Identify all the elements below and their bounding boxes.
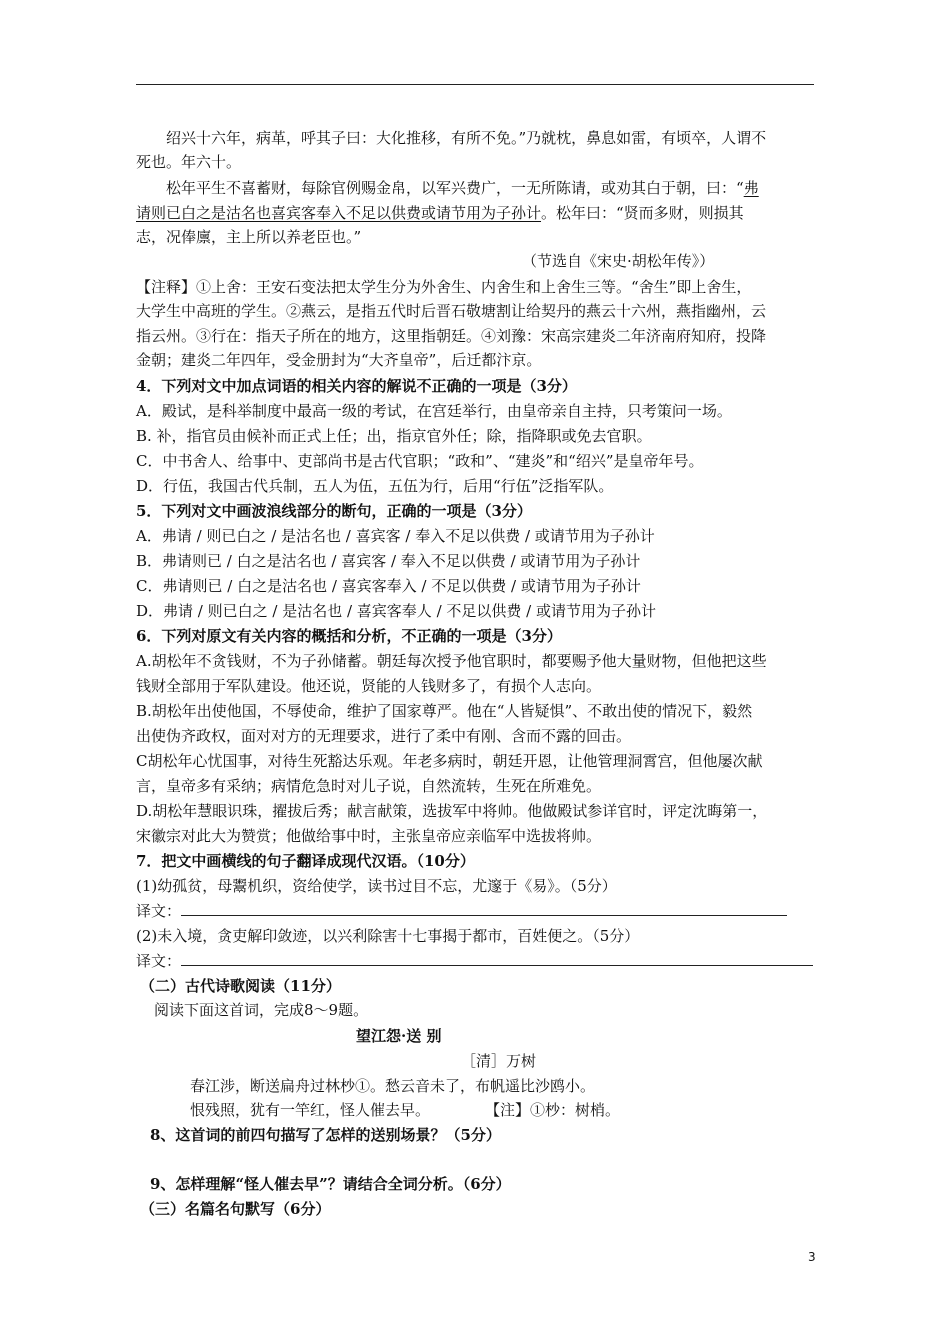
q6-option-b-line: 出使伪齐政权，面对对方的无理要求，进行了柔中有刚、含而不露的回击。 [136,727,632,745]
question-8: 8、这首词的前四句描写了怎样的送别场景？（5分） [150,1126,501,1144]
answer-blank[interactable] [181,901,787,916]
passage-line: 志，况俸廪，主上所以养老臣也。” [136,228,362,246]
q5-option-b: B．弗请则已 / 白之是沽名也 / 喜宾客 / 奉入不足以供费 / 或请节用为子孙计 [136,552,641,570]
notes-line: 大学生中高班的学生。②燕云，是指五代时后晋石敬塘割让给契丹的燕云十六州，燕指幽州，云 [136,302,767,320]
underlined-sentence: 弗 [743,179,759,197]
q6-option-a-line: 钱财全部用于军队建设。他还说，贤能的人钱财多了，有损个人志向。 [136,677,602,695]
passage-source: （节选自《宋史·胡松年传》） [522,252,715,270]
header-rule [136,84,814,85]
underlined-sentence: 请则已白之是沽名也喜宾客奉入不足以供费或请节用为子孙计 [136,204,542,222]
q6-option-c-line: C胡松年心忧国事，对待生死豁达乐观。年老多病时，朝廷开恩，让他管理洞霄宫，但他屡次献 [136,752,763,770]
q6-option-a-line: A.胡松年不贪钱财，不为子孙储蓄。朝廷每次授予他官职时，都要赐予他大量财物，但他把这些 [136,652,767,670]
notes-line: 【注释】①上舍：王安石变法把太学生分为外舍生、内舍生和上舍生三等。“舍生”即上舍生， [136,278,752,296]
q5-option-d: D．弗请 / 则已白之 / 是沽名也 / 喜宾客奉人 / 不足以供费 / 或请节用为子孙计 [136,602,656,620]
q7-sentence-2: (2)未入境，贪吏解印敛迹，以兴利除害十七事揭于都市，百姓便之。（5分） [136,927,640,945]
question-9: 9、怎样理解“怪人催去早”？请结合全词分析。（6分） [150,1175,511,1193]
question-5-stem: 5．下列对文中画波浪线部分的断句，正确的一项是（3分） [136,502,532,520]
section-3-heading: （三）名篇名句默写（6分） [140,1200,331,1218]
q7-answer-line-2 [136,949,813,973]
answer-blank[interactable] [181,951,813,966]
page-number: 3 [808,1250,816,1264]
answer-label: 译文： [136,952,182,970]
notes-line: 指云州。③行在：指天子所在的地方，这里指朝廷。④刘豫：宋高宗建炎二年济南府知府，投降 [136,327,767,345]
section-2-heading: （二）古代诗歌阅读（11分） [140,977,341,995]
question-6-stem: 6．下列对原文有关内容的概括和分析，不正确的一项是（3分） [136,627,562,645]
q6-option-c-line: 言，皇帝多有采纳；病情危急时对儿子说，自然流转，生死在所难免。 [136,777,602,795]
passage-text: 松年平生不喜蓄财，每除官例赐金帛，以军兴费广，一无所陈请，或劝其白于朝，曰：“ [166,179,744,197]
passage-line: 绍兴十六年，病革，呼其子曰：大化推移，有所不免。”乃就枕，鼻息如雷，有顷卒，人谓不 [166,129,767,147]
question-7-stem: 7．把文中画横线的句子翻译成现代汉语。（10分） [136,852,475,870]
q7-sentence-1: (1)幼孤贫，母鬻机织，资给使学，读书过目不忘，尤邃于《易》。（5分） [136,877,617,895]
q5-option-a: A．弗请 / 则已白之 / 是沽名也 / 喜宾客 / 奉入不足以供费 / 或请节用为子孙计 [136,527,655,545]
q4-option-c: C．中书舍人、给事中、吏部尚书是古代官职；“政和”、“建炎”和“绍兴”是皇帝年号。 [136,452,704,470]
q6-option-b-line: B.胡松年出使他国，不辱使命，维护了国家尊严。他在“人皆疑惧”、不敢出使的情况下，毅然 [136,702,753,720]
poem-title: 望江怨·送 别 [356,1027,442,1045]
section-2-instruction: 阅读下面这首词，完成8～9题。 [154,1001,369,1019]
q5-option-c: C．弗请则已 / 白之是沽名也 / 喜宾客奉入 / 不足以供费 / 或请节用为子孙计 [136,577,641,595]
poem-line: 恨残照，犹有一竿红，怪人催去早。 [190,1101,431,1119]
passage-text: 。松年曰：“贤而多财，则损其 [541,204,744,222]
q6-option-d-line: D.胡松年慧眼识珠，擢拔后秀；献言献策，选拔军中将帅。他做殿试参详官时，评定沈晦第一， [136,802,768,820]
passage-line [166,176,759,200]
q4-option-b: B. 补，指官员由候补而正式上任；出，指京官外任；除，指降职或免去官职。 [136,427,652,445]
passage-line [136,201,744,225]
answer-label: 译文： [136,902,182,920]
q7-answer-line-1 [136,899,787,923]
poem-note: 【注】①杪：树梢。 [485,1101,621,1119]
poem-author: ［清］万树 [461,1052,537,1070]
q4-option-d: D．行伍，我国古代兵制，五人为伍，五伍为行，后用“行伍”泛指军队。 [136,477,614,495]
question-4-stem: 4．下列对文中加点词语的相关内容的解说不正确的一项是（3分） [136,377,577,395]
notes-line: 金朝；建炎二年四年，受金册封为“大齐皇帝”，后迁都汴京。 [136,351,542,369]
passage-line: 死也。年六十。 [136,153,242,171]
poem-line: 春江涉，断送扁舟过林杪①。愁云音未了，布帆遥比沙鸥小。 [190,1077,596,1095]
q4-option-a: A．殿试，是科举制度中最高一级的考试，在宫廷举行，由皇帝亲自主持，只考策问一场。 [136,402,732,420]
q6-option-d-line: 宋徽宗对此大为赞赏；他做给事中时，主张皇帝应亲临军中选拔将帅。 [136,827,602,845]
